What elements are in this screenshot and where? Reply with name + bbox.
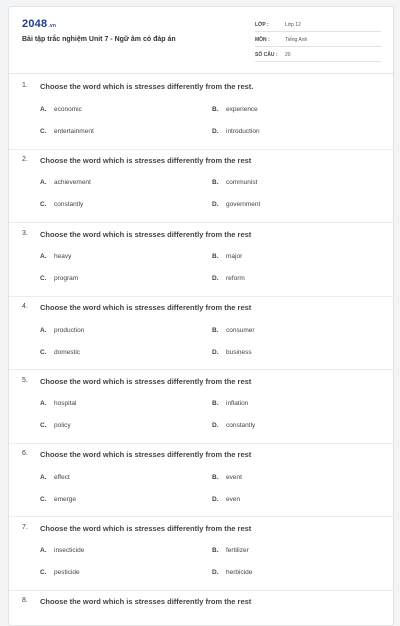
option-d[interactable]: [212, 422, 255, 429]
option-letter: D.: [212, 128, 219, 135]
option-text: event: [226, 474, 242, 481]
option-letter: A.: [40, 547, 47, 554]
option-letter: B.: [212, 327, 219, 334]
option-text: heavy: [54, 253, 72, 260]
question-text: Choose the word which is stresses differently from the rest: [40, 597, 252, 606]
option-b[interactable]: [212, 106, 258, 113]
option-a[interactable]: [40, 253, 71, 260]
option-letter: D.: [212, 422, 219, 429]
option-letter: C.: [40, 201, 47, 208]
question-head: [9, 522, 395, 536]
question-text: Choose the word which is stresses differently from the rest: [40, 524, 252, 533]
option-text: achievement: [54, 179, 91, 186]
option-letter: A.: [40, 400, 47, 407]
option-a[interactable]: [40, 327, 84, 334]
option-text: major: [226, 253, 243, 260]
question-text: Choose the word which is stresses differently from the rest: [40, 303, 252, 312]
option-letter: D.: [212, 569, 219, 576]
question-2: [9, 154, 395, 208]
option-c[interactable]: [40, 569, 80, 576]
option-letter: D.: [212, 349, 219, 356]
option-text: business: [226, 349, 252, 356]
option-b[interactable]: [212, 253, 242, 260]
option-d[interactable]: [212, 201, 260, 208]
question-head: [9, 595, 395, 609]
divider: [9, 222, 395, 223]
option-text: emerge: [54, 496, 77, 503]
option-c[interactable]: [40, 422, 71, 429]
option-letter: B.: [212, 400, 219, 407]
question-number: 1.: [22, 82, 28, 89]
option-letter: B.: [212, 179, 219, 186]
option-b[interactable]: [212, 547, 249, 554]
test-meta: [255, 19, 381, 64]
option-c[interactable]: [40, 496, 76, 503]
divider: [9, 149, 395, 150]
question-5: [9, 375, 395, 429]
option-a[interactable]: [40, 547, 84, 554]
option-c[interactable]: [40, 349, 80, 356]
option-text: pesticide: [54, 569, 80, 576]
question-text: Choose the word which is stresses differently from the rest: [40, 230, 252, 239]
option-c[interactable]: [40, 128, 94, 135]
option-b[interactable]: [212, 400, 248, 407]
option-text: entertainment: [54, 128, 94, 135]
question-head: [9, 154, 395, 168]
question-number: 3.: [22, 230, 28, 237]
option-text: experience: [226, 106, 258, 113]
option-letter: A.: [40, 327, 47, 334]
option-letter: D.: [212, 275, 219, 282]
divider: [9, 516, 395, 517]
option-d[interactable]: [212, 349, 252, 356]
option-letter: C.: [40, 349, 47, 356]
meta-row-subject: [255, 34, 381, 47]
question-number: 6.: [22, 450, 28, 457]
question-head: [9, 375, 395, 389]
option-text: domestic: [54, 349, 81, 356]
option-c[interactable]: [40, 275, 78, 282]
question-number: 8.: [22, 597, 28, 604]
question-6: [9, 448, 395, 503]
option-letter: C.: [40, 569, 47, 576]
question-1: [9, 80, 395, 135]
meta-value: Tiếng Anh: [285, 37, 308, 43]
site-logo[interactable]: [22, 18, 56, 30]
option-d[interactable]: [212, 275, 245, 282]
option-letter: A.: [40, 474, 47, 481]
option-b[interactable]: [212, 327, 255, 334]
option-text: policy: [54, 422, 71, 429]
option-letter: B.: [212, 106, 219, 113]
option-text: even: [226, 496, 241, 503]
meta-label: LỚP :: [255, 22, 269, 28]
option-letter: C.: [40, 275, 47, 282]
option-letter: A.: [40, 179, 47, 186]
option-text: constantly: [54, 201, 84, 208]
option-text: herbicide: [226, 569, 253, 576]
meta-label: MÔN :: [255, 37, 270, 43]
question-head: [9, 228, 395, 242]
option-text: program: [54, 275, 79, 282]
meta-value: Lớp 12: [285, 22, 301, 28]
option-d[interactable]: [212, 569, 252, 576]
option-letter: C.: [40, 496, 47, 503]
option-text: constantly: [226, 422, 256, 429]
option-text: government: [226, 201, 261, 208]
option-d[interactable]: [212, 496, 240, 503]
option-a[interactable]: [40, 106, 82, 113]
question-head: [9, 301, 395, 315]
question-text: Choose the word which is stresses differently from the rest: [40, 156, 252, 165]
option-text: consumer: [226, 327, 255, 334]
divider: [9, 590, 395, 591]
option-letter: D.: [212, 201, 219, 208]
option-text: economic: [54, 106, 82, 113]
option-text: fertilizer: [226, 547, 249, 554]
option-d[interactable]: [212, 128, 260, 135]
option-letter: B.: [212, 253, 219, 260]
option-text: inflation: [226, 400, 249, 407]
question-8: [9, 595, 395, 609]
test-title: Bài tập trắc nghiệm Unit 7 - Ngữ âm có đáp án: [22, 36, 176, 43]
meta-label: SỐ CÂU :: [255, 52, 278, 58]
worksheet-page: [8, 6, 394, 626]
question-3: [9, 228, 395, 282]
question-number: 4.: [22, 303, 28, 310]
question-7: [9, 522, 395, 576]
question-head: [9, 448, 395, 462]
option-b[interactable]: [212, 474, 242, 481]
option-text: production: [54, 327, 85, 334]
meta-row-count: [255, 49, 381, 62]
option-c[interactable]: [40, 201, 83, 208]
question-text: Choose the word which is stresses differently from the rest.: [40, 82, 254, 91]
option-letter: A.: [40, 253, 47, 260]
logo-main-text: 2048: [22, 18, 48, 30]
question-text: Choose the word which is stresses differently from the rest: [40, 377, 252, 386]
option-text: effect: [54, 474, 70, 481]
option-letter: A.: [40, 106, 47, 113]
option-text: communist: [226, 179, 258, 186]
question-text: Choose the word which is stresses differently from the rest: [40, 450, 252, 459]
option-text: reform: [226, 275, 245, 282]
meta-value: 20: [285, 52, 291, 58]
option-a[interactable]: [40, 474, 70, 481]
divider: [9, 369, 395, 370]
option-text: insecticide: [54, 547, 85, 554]
option-text: hospital: [54, 400, 77, 407]
question-number: 2.: [22, 156, 28, 163]
option-letter: B.: [212, 474, 219, 481]
divider: [9, 443, 395, 444]
option-letter: D.: [212, 496, 219, 503]
question-head: [9, 80, 395, 94]
meta-row-class: [255, 19, 381, 32]
logo-sub-text: .vn: [48, 23, 57, 29]
divider: [9, 296, 395, 297]
option-b[interactable]: [212, 179, 257, 186]
option-letter: B.: [212, 547, 219, 554]
worksheet-header: [9, 7, 393, 74]
option-letter: C.: [40, 128, 47, 135]
question-number: 5.: [22, 377, 28, 384]
question-number: 7.: [22, 524, 28, 531]
option-a[interactable]: [40, 400, 76, 407]
option-a[interactable]: [40, 179, 91, 186]
question-4: [9, 301, 395, 356]
option-text: introduction: [226, 128, 260, 135]
option-letter: C.: [40, 422, 47, 429]
